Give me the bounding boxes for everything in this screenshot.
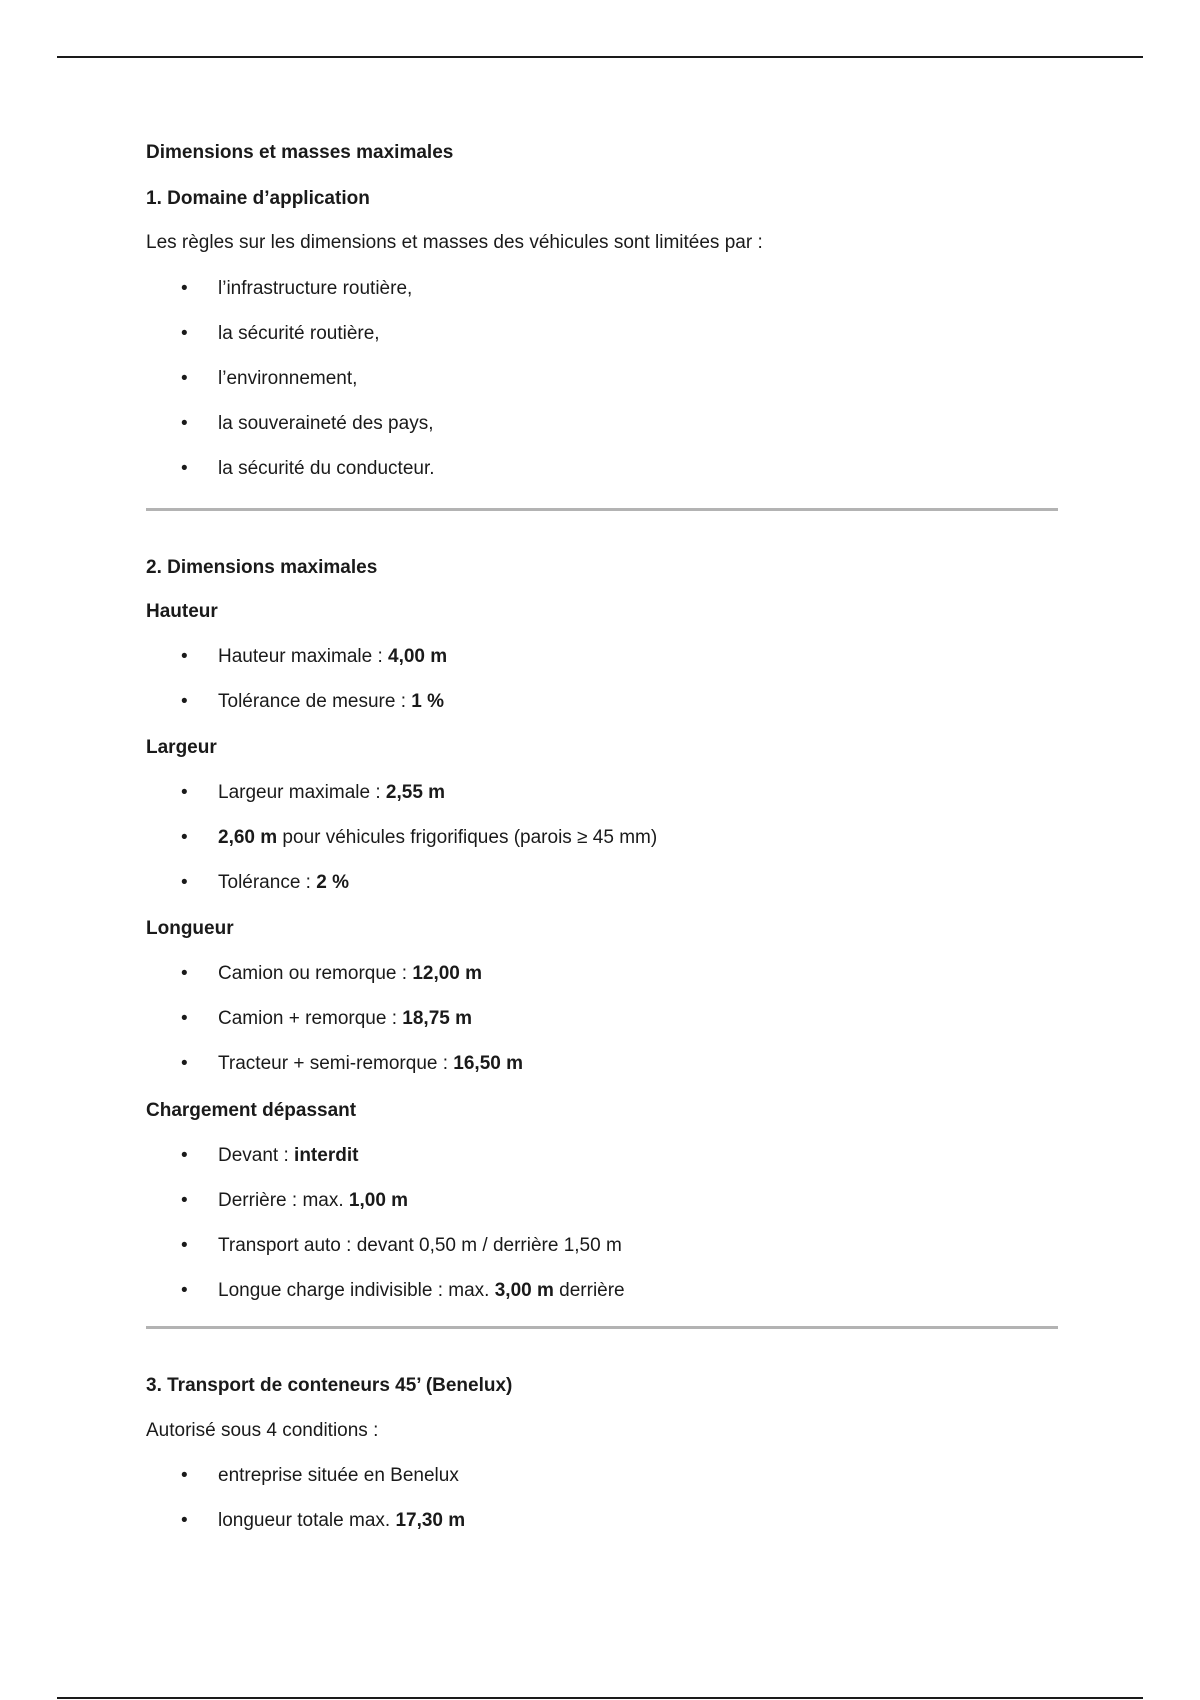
list-item: • Derrière : max. 1,00 m xyxy=(146,1190,1058,1212)
section-1-intro: Les règles sur les dimensions et masses des véhicules sont limitées par : xyxy=(146,232,763,253)
list-item: • Camion + remorque : 18,75 m xyxy=(146,1008,1058,1030)
list-item: • Largeur maximale : 2,55 m xyxy=(146,782,1058,804)
chargement-heading: Chargement dépassant xyxy=(146,1100,357,1121)
section-2 xyxy=(146,557,1058,579)
largeur-list xyxy=(146,782,1058,894)
list-item: • Tolérance de mesure : 1 % xyxy=(146,691,1058,713)
hauteur-heading: Hauteur xyxy=(146,601,218,622)
list-item: • Hauteur maximale : 4,00 m xyxy=(146,646,1058,668)
list-item: • Transport auto : devant 0,50 m / derrière 1,50 m xyxy=(146,1235,1058,1257)
section-1-list xyxy=(146,278,1058,480)
page-top-rule xyxy=(57,56,1143,58)
list-item: • l’infrastructure routière, xyxy=(146,278,1058,300)
document-title: Dimensions et masses maximales xyxy=(146,142,454,163)
longueur-heading: Longueur xyxy=(146,918,234,939)
list-item: • Devant : interdit xyxy=(146,1145,1058,1167)
section-divider xyxy=(146,508,1058,511)
list-item: • la sécurité du conducteur. xyxy=(146,458,1058,480)
longueur-list xyxy=(146,963,1058,1075)
section-2-heading: 2. Dimensions maximales xyxy=(146,557,378,578)
hauteur-list xyxy=(146,646,1058,713)
list-item: • Tolérance : 2 % xyxy=(146,872,1058,894)
list-item: • l’environnement, xyxy=(146,368,1058,390)
page-bottom-rule xyxy=(57,1697,1143,1699)
section-3-list xyxy=(146,1465,1058,1532)
list-item: • la souveraineté des pays, xyxy=(146,413,1058,435)
chargement-list xyxy=(146,1145,1058,1302)
section-3-heading: 3. Transport de conteneurs 45’ (Benelux) xyxy=(146,1375,513,1396)
list-item: • Longue charge indivisible : max. 3,00 m derrière xyxy=(146,1280,1058,1302)
list-item: • Camion ou remorque : 12,00 m xyxy=(146,963,1058,985)
list-item: • la sécurité routière, xyxy=(146,323,1058,345)
list-item: • entreprise située en Benelux xyxy=(146,1465,1058,1487)
section-1-heading: 1. Domaine d’application xyxy=(146,188,370,209)
section-3-intro: Autorisé sous 4 conditions : xyxy=(146,1420,379,1441)
list-item: • 2,60 m pour véhicules frigorifiques (parois ≥ 45 mm) xyxy=(146,827,1058,849)
list-item: • Tracteur + semi-remorque : 16,50 m xyxy=(146,1053,1058,1075)
section-1 xyxy=(146,188,1058,210)
section-divider xyxy=(146,1326,1058,1329)
list-item: • longueur totale max. 17,30 m xyxy=(146,1510,1058,1532)
largeur-heading: Largeur xyxy=(146,737,217,758)
section-3 xyxy=(146,1375,1058,1397)
